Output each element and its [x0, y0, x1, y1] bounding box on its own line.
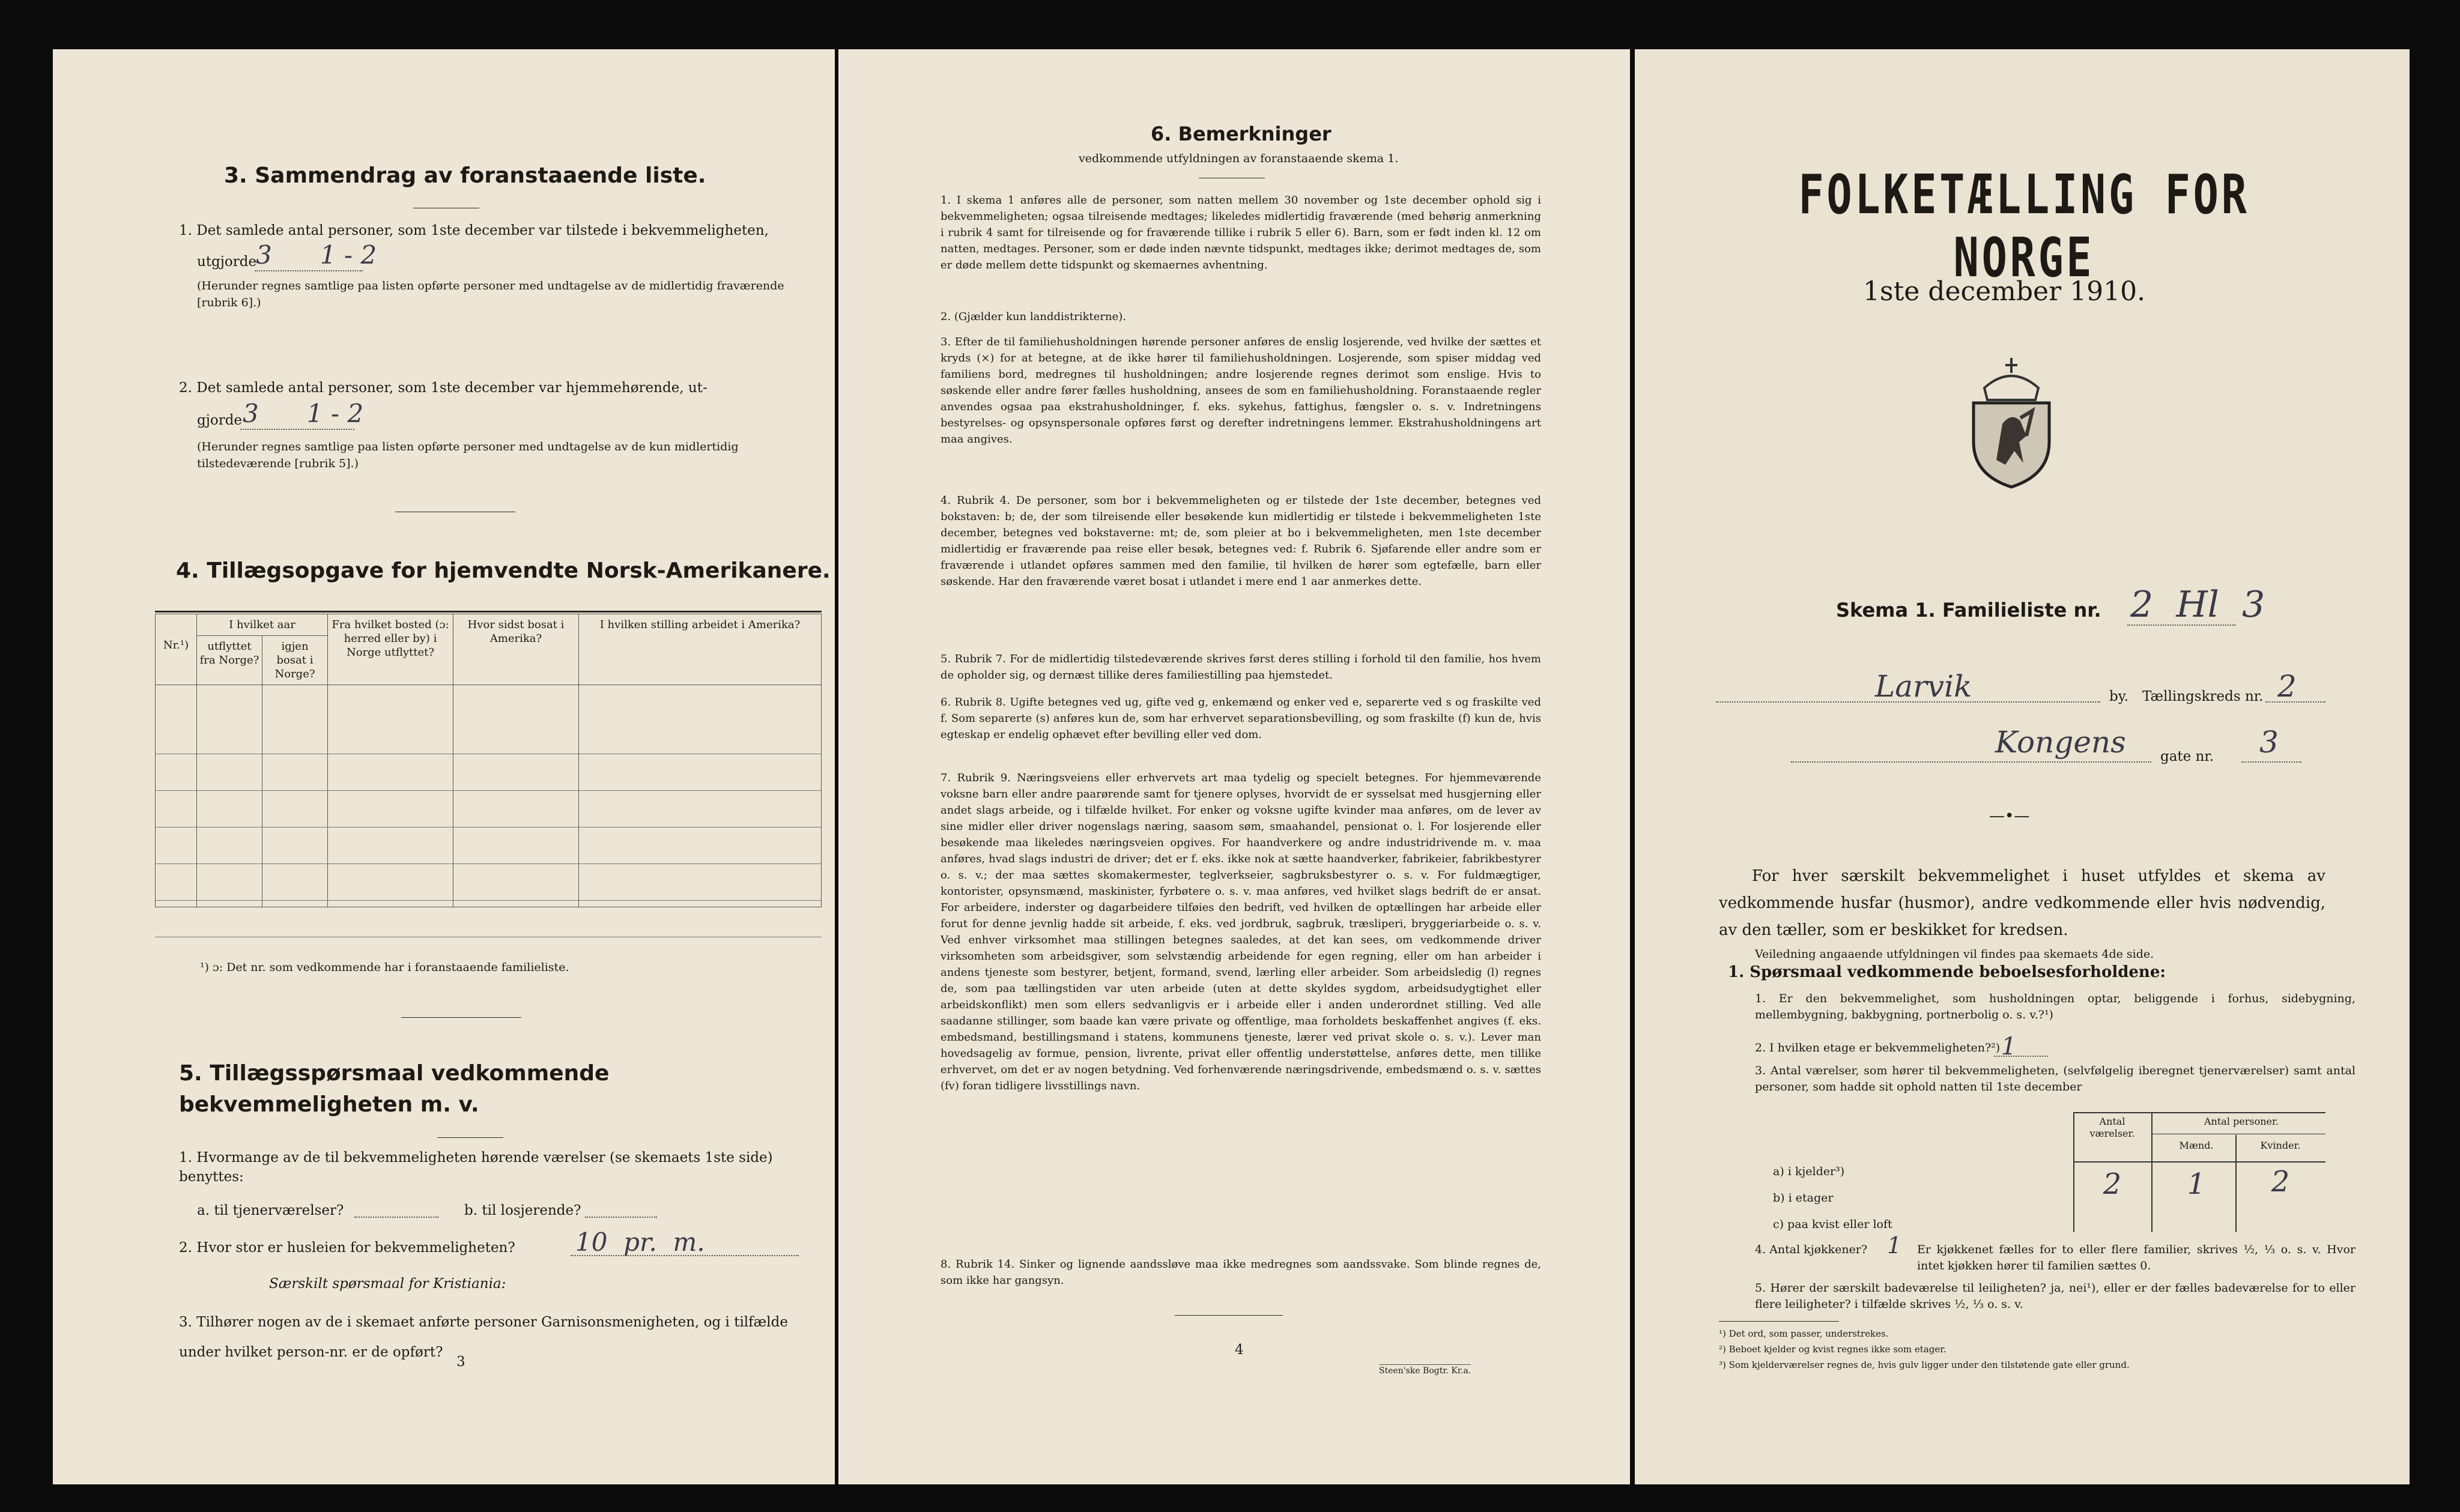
section-5-title: 5. Tillægsspørsmaal vedkommende bekvemmeligheten m. v.: [179, 1061, 610, 1117]
q1-2: 2. I hvilken etage er bekvemmeligheten?²): [1755, 1041, 2001, 1054]
s5-q2: 2. Hvor stor er husleien for bekvemmeligheten?: [179, 1240, 515, 1256]
col-hvor: Hvor sidst bosat i Amerika?: [453, 614, 579, 685]
col-stilling: I hvilken stilling arbeidet i Amerika?: [579, 614, 822, 685]
city-value: Larvik: [1875, 669, 1972, 704]
q2-text: 2. Det samlede antal personer, som 1ste december var hjemmehørende, ut-: [179, 380, 707, 396]
row-etager-label: b) i etager: [1773, 1191, 1834, 1205]
col-vaerelser: Antal værelser.: [2089, 1116, 2135, 1139]
remarks-title: 6. Bemerkninger: [1151, 122, 1331, 145]
kreds-label: Tællingskreds nr.: [2142, 689, 2264, 704]
page-3: [53, 49, 835, 1484]
q1-1: 1. Er den bekvemmelighet, som husholdningen optar, beliggende i forhus, sidebygning, mellembygning, bakbygning, portnerbolig o. s. v.?¹): [1755, 992, 2355, 1021]
kreds-value: 2: [2277, 669, 2297, 704]
street-value: Kongens: [1995, 725, 2126, 760]
footnote-3: ³) Som kjelderværelser regnes de, hvis gulv ligger under den tilstøtende gate eller grund.: [1719, 1359, 2130, 1370]
census-title: FOLKETÆLLING FOR NORGE: [1798, 163, 2250, 289]
s5-q1b: b. til losjerende?: [464, 1203, 581, 1218]
q1-note: (Herunder regnes samtlige paa listen opførte personer med undtagelse av de midlertidig fraværende [rubrik 6].): [197, 279, 784, 309]
footnote-2: ²) Beboet kjelder og kvist regnes ikke som etager.: [1719, 1344, 1946, 1355]
remark-8: 8. Rubrik 14. Sinker og lignende aandssløve maa ikke medregnes som aandssvake. Som blinde regnes de, som ikke har gangsyn.: [941, 1258, 1541, 1287]
census-date: 1ste december 1910.: [1863, 276, 2146, 307]
s5-q3: 3. Tilhører nogen av de i skemaet anførte personer Garnisonsmenigheten, og i tilfælde under hvilket person-nr. er de opført?: [179, 1314, 788, 1360]
remark-7: 7. Rubrik 9. Næringsveiens eller erhvervets art maa tydelig og specielt betegnes. For hjemmeværende voksne barn eller andre paarørende samt for tjenere oplyses, hvorvidt de er sysselsat med husgjerning eller andet slags arbeide, og i tilfælde hvilket. For enker og voksne ugifte kvinder maa anføres, om de lever av sine midler eller driver nogenslags næring, saasom søm, smaahandel, pensionat o. l. For losjerende eller besøkende maa likeledes næringsveien opgives. For haandverkere og andre industridrivende m. v. maa anføres, hvad slags industri de driver; det er f. eks. ikke nok at sætte haandverker, fabrikeier, fabrikbestyrer o. s. v.; der maa sættes skomakermester, teglverkseier, sagbruksbestyrer o. s. v. For fuldmægtiger, kontorister, opsynsmænd, maskinister, fyrbøtere o. s. v. maa anføres, ved hvilket slags bedrift de er ansat. For arbeidere, inderster og dagarbeidere tilføies den bedrift, ved hvilken de optællingen har arbeide eller forut for denne jevnlig hadde sit arbeide, f. eks. ved jordbruk, sagbruk, træsliperi, bryggeriarbeide o. s. v. Ved enhver virksomhet maa stillingen betegnes saaledes, at det kan sees, om vedkommende driver virksomheten som arbeidsgiver, som selvstændig arbeidende for egen regning, eller om han arbeider i andens tjeneste som bestyrer, betjent, formand, svend, lærling eller arbeider. Som arbeidsledig (l) regnes de, som paa tællingstiden var uten arbeide (uten at dette skyldes sygdom, arbeidsudygtighet eller arbeidskonflikt) men som ellers sedvanligvis er i arbeide eller i anden underordnet stilling. Ved alle saadanne stillinger, som baade kan være private og offentlige, maa forholdets beskaffenhet angives (f. eks. embedsmand, bestillingsmand i statens, kommunens tjeneste, lærer ved privat skole o. s. v.). Lever man hovedsagelig av formue, pension, livrente, privat eller offentlig understøttelse, anføres dette, men tillike erhvervet, om det er av nogen betydning. Ved forhenværende næringsdrivende, embedsmænd o. s. v. sættes (fv) foran tidligere livsstillings navn.: [941, 772, 1541, 1092]
s5-q1: 1. Hvormange av de til bekvemmeligheten hørende værelser (se skemaets 1ste side) benyttes:: [179, 1150, 773, 1185]
page-number-3: 3: [456, 1354, 465, 1370]
col-group: I hvilket aar: [197, 614, 328, 636]
page-1: [1635, 49, 2410, 1484]
remark-4: 4. Rubrik 4. De personer, som bor i bekvemmeligheten og er tilstede der 1ste december, betegnes ved bokstaven: b; de, der som tilreisende eller besøkende kun midlertidig er tilstede i bekvemmeligheten 1ste december, betegnes ved bokstaverne: mt; de, som pleier at bo i bekvemmeligheten, men 1ste december midlertidig er fraværende paa reise eller besøk, betegnes ved: f. Rubrik 6. Sjøfarende eller andre som er fraværende i utlandet opføres sammen med den familie, til hvilken de hører som egtefælle, barn eller søskende. Har den fraværende været bosat i utlandet i mere end 1 aar anmerkes dette.: [941, 494, 1541, 588]
remark-5: 5. Rubrik 7. For de midlertidig tilstedeværende skrives først deres stilling i forhold til den familie, hos hvem de opholder sig, og dernæst tillike deres familiestilling paa hjemstedet.: [941, 653, 1541, 682]
remark-2: 2. (Gjælder kun landdistrikterne).: [941, 310, 1126, 323]
col-igjen: igjen bosat i Norge?: [262, 636, 328, 685]
etager-vaerelser: 2: [2103, 1167, 2122, 1201]
skema-label: Skema 1. Familieliste nr.: [1836, 599, 2101, 621]
etager-kvinder: 2: [2271, 1165, 2290, 1199]
s5-q2-value: 10 pr. m.: [575, 1227, 705, 1257]
q1-4: 4. Antal kjøkkener?: [1755, 1243, 1868, 1256]
remark-1: 1. I skema 1 anføres alle de personer, som natten mellem 30 november og 1ste december ophold sig i bekvemmeligheten; ogsaa tilreisende medtages; likeledes midlertidig fraværende (med behørig anmerkning i rubrik 4 samt for tilreisende og for fraværende tillike i rubrik 5 eller 6). Barn, som er født inden kl. 12 om natten, medtages. Personer, som er døde inden nævnte tidspunkt, medtages ikke; derimot medtages de, som er døde mellem dette tidspunkt og skemaernes avhentning.: [941, 194, 1541, 271]
s5-special: Særskilt spørsmaal for Kristiania:: [269, 1276, 506, 1292]
gate-value: 3: [2259, 725, 2279, 760]
col-nr: Nr.¹): [156, 614, 197, 685]
guidance-text: Veiledning angaaende utfyldningen vil findes paa skemaets 4de side.: [1755, 948, 2154, 961]
q2-label: gjorde: [197, 413, 243, 428]
col-maend: Mænd.: [2179, 1140, 2214, 1151]
row-kjelder-label: a) i kjelder³): [1773, 1165, 1845, 1178]
remark-6: 6. Rubrik 8. Ugifte betegnes ved ug, gifte ved g, enkemænd og enker ved e, separerte ved s og fraskilte ved f. Som separerte (s) anføres kun de, som har erhvervet separationsbevilling, og som fraskilte (f) kun de, hvis egteskap er endelig ophævet efter bevilling eller ved dom.: [941, 696, 1541, 741]
section-4-footnote: ¹) ɔ: Det nr. som vedkommende har i foranstaaende familieliste.: [200, 961, 569, 974]
col-fra: Fra hvilket bosted (ɔ: herred eller by) i Norge utflyttet?: [328, 614, 453, 685]
ornament-icon: —•—: [1989, 807, 2030, 825]
etager-maend: 1: [2187, 1167, 2206, 1201]
q1-label: utgjorde: [197, 254, 257, 270]
intro-text: For hver særskilt bekvemmelighet i huset utfyldes et skema av vedkommende husfar (husmor), andre vedkommende eller hvis nødvendig, av den tæller, som er beskikket for kredsen.: [1719, 867, 2325, 939]
q1-text: 1. Det samlede antal personer, som 1ste december var tilstede i bekvemmeligheten,: [179, 223, 769, 238]
page-number-4: 4: [1235, 1342, 1244, 1358]
remarks-subtitle: vedkommende utfyldningen av foranstaaende skema 1.: [1079, 152, 1399, 165]
q1-4-rest: Er kjøkkenet fælles for to eller flere familier, skrives ½, ⅓ o. s. v. Hvor intet kjøkken hører til familien sættes 0.: [1917, 1243, 2355, 1272]
q1-3: 3. Antal værelser, som hører til bekvemmeligheten, (selvfølgelig iberegnet tjenerværelser) samt antal personer, som hadde sit ophold natten til 1ste december: [1755, 1064, 2355, 1093]
col-utflyttet: utflyttet fra Norge?: [197, 636, 262, 685]
skema-value: 2 Hl 3: [2130, 584, 2265, 626]
col-personer: Antal personer.: [2204, 1116, 2279, 1127]
section-3-title: 3. Sammendrag av foranstaaende liste.: [224, 163, 706, 188]
footnote-1: ¹) Det ord, som passer, understrekes.: [1719, 1328, 1889, 1339]
q1-heading: 1. Spørsmaal vedkommende beboelsesforholdene:: [1728, 963, 2166, 981]
city-label: by.: [2109, 689, 2128, 704]
row-kvist-label: c) paa kvist eller loft: [1773, 1218, 1892, 1231]
norway-coat-of-arms-icon: [1960, 346, 2062, 490]
q1-2-value: 1: [2001, 1033, 2017, 1060]
q1-value: 3 1 - 2: [256, 240, 377, 270]
col-kvinder: Kvinder.: [2260, 1140, 2301, 1151]
s5-q1a: a. til tjenerværelser?: [197, 1203, 344, 1218]
remark-3: 3. Efter de til familiehusholdningen hørende personer anføres de enslig losjerende, ved hvilke der sættes et kryds (×) for at betegne, at de ikke hører til familiehusholdningen. Losjerende, som spiser middag ved familiens bord, medregnes til husholdningen; andre losjerende regnes derimot som enslige. Hvis to søskende eller andre fører fælles husholdning, ansees de som en familiehusholdning. Foranstaaende regler anvendes ogsaa paa ekstrahusholdninger, f. eks. sykehus, fattighus, fængsler o. s. v. Indretningens bestyrelses- og opsynspersonale opføres først og derefter indretningens lemmer. Ekstrahusholdningens art maa angives.: [941, 336, 1541, 446]
section-4-title: 4. Tillægsopgave for hjemvendte Norsk-Amerikanere.: [176, 558, 831, 583]
q1-4-value: 1: [1887, 1232, 1902, 1259]
q1-5: 5. Hører der særskilt badeværelse til leiligheten? ja, nei¹), eller er der fælles badeværelse for to eller flere leiligheter? i tilfælde skrives ½, ⅓ o. s. v.: [1755, 1281, 2355, 1311]
gate-label: gate nr.: [2160, 749, 2214, 764]
q2-value: 3 1 - 2: [243, 399, 364, 428]
q2-note: (Herunder regnes samtlige paa listen opførte personer med undtagelse av de kun midlertidig tilstedeværende [rubrik 5].): [197, 440, 739, 470]
printer-imprint: Steen'ske Bogtr. Kr.a.: [1379, 1364, 1471, 1376]
page-4: [838, 49, 1630, 1484]
